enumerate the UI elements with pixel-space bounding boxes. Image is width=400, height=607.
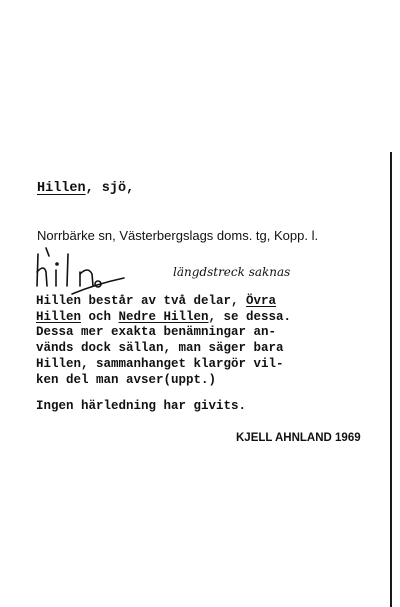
body-line-2-end: , se dessa.: [208, 309, 292, 324]
ref-hillen: Hillen: [36, 309, 82, 324]
body-line-6: ken del man avser(uppt.): [36, 372, 217, 387]
ref-ovra: Övra: [246, 294, 277, 308]
body-line-2: [36, 310, 386, 326]
author-signature: KJELL AHNLAND 1969: [236, 432, 361, 444]
body-line-4: vänds dock sällan, man säger bara: [36, 341, 284, 356]
headword-line: [37, 181, 134, 196]
handwriting-drawing: [28, 246, 368, 298]
parish-line: Norrbärke sn, Västerbergslags doms. tg, Kopp. l.: [37, 228, 319, 243]
headword-name: Hillen: [37, 181, 86, 196]
handwritten-annotation: [28, 246, 368, 298]
card-body: [36, 294, 386, 388]
body-line-1-text: Hillen består av två delar,: [36, 294, 247, 308]
handwritten-note: längdstreck saknas: [173, 265, 291, 279]
body-line-5: Hillen, sammanhanget klargör vil-: [36, 356, 284, 371]
body-line-3: Dessa mer exakta benämningar an-: [36, 325, 277, 340]
body-line-2-mid: och: [81, 309, 119, 324]
headword-rest: , sjö,: [85, 181, 135, 196]
body-line-1: [36, 294, 386, 310]
ref-nedre-hillen: Nedre Hillen: [118, 309, 209, 324]
etymology-note: Ingen härledning har givits.: [36, 399, 247, 413]
card-edge-line: [390, 152, 392, 607]
